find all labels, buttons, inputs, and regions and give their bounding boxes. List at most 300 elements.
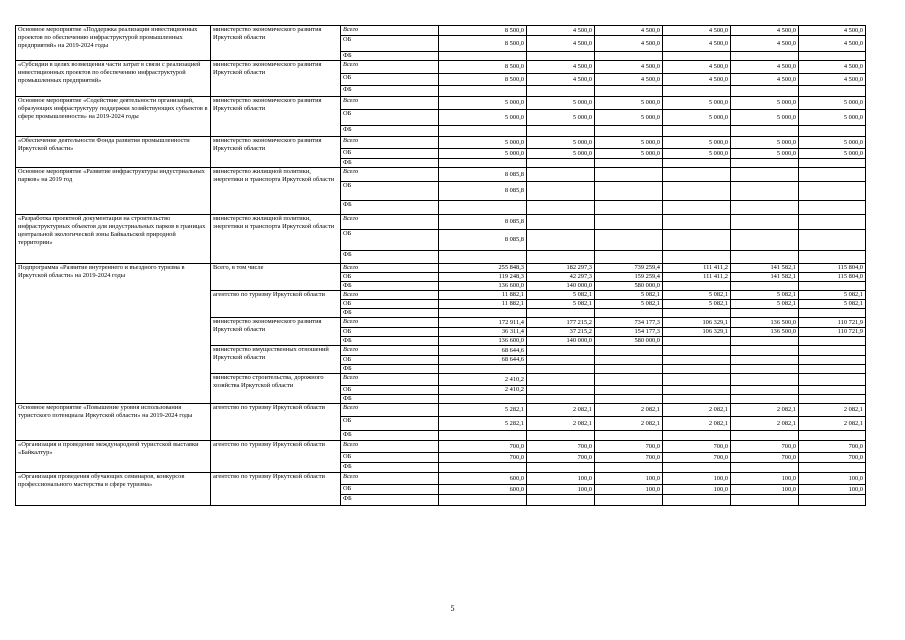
amount-cell: 4 500,0	[731, 36, 799, 52]
amount-cell: 700,0	[663, 441, 731, 453]
amount-cell	[731, 463, 799, 473]
amount-cell: 100,0	[595, 473, 663, 485]
funding-source: ФБ	[341, 159, 439, 168]
amount-cell: 4 500,0	[663, 26, 731, 36]
amount-cell: 110 721,9	[799, 318, 866, 328]
amount-cell	[527, 309, 595, 318]
amount-cell: 2 082,1	[731, 417, 799, 431]
amount-cell: 111 411,2	[663, 273, 731, 282]
amount-cell	[799, 374, 866, 386]
funding-source: Всего	[341, 291, 439, 300]
amount-cell	[731, 159, 799, 168]
amount-cell: 159 259,4	[595, 273, 663, 282]
funding-source: ОБ	[341, 300, 439, 309]
amount-cell	[731, 495, 799, 506]
amount-cell: 2 082,1	[527, 417, 595, 431]
amount-cell: 4 500,0	[527, 74, 595, 86]
amount-cell	[527, 126, 595, 137]
amount-cell	[595, 215, 663, 230]
amount-cell	[595, 395, 663, 404]
executor: агентство по туризму Иркутской области	[211, 291, 341, 318]
amount-cell: 4 500,0	[731, 61, 799, 74]
amount-cell: 119 248,3	[439, 273, 527, 282]
funding-source: ФБ	[341, 282, 439, 291]
amount-cell: 5 082,1	[527, 291, 595, 300]
amount-cell	[527, 386, 595, 395]
amount-cell: 4 500,0	[663, 74, 731, 86]
amount-cell: 700,0	[595, 453, 663, 463]
amount-cell: 100,0	[799, 485, 866, 495]
measure-name: «Организация и проведение международной туристской выставки «Байкалтур»	[16, 441, 211, 473]
table-row	[16, 61, 866, 74]
amount-cell: 5 000,0	[527, 110, 595, 126]
amount-cell: 5 082,1	[799, 300, 866, 309]
funding-source: Всего	[341, 346, 439, 356]
amount-cell: 700,0	[439, 453, 527, 463]
amount-cell	[663, 215, 731, 230]
amount-cell	[595, 431, 663, 441]
amount-cell: 8 500,0	[439, 26, 527, 36]
amount-cell	[439, 309, 527, 318]
amount-cell: 5 082,1	[663, 300, 731, 309]
amount-cell	[527, 495, 595, 506]
amount-cell: 580 000,0	[595, 282, 663, 291]
amount-cell	[527, 365, 595, 374]
amount-cell: 600,0	[439, 473, 527, 485]
amount-cell	[439, 126, 527, 137]
amount-cell	[799, 346, 866, 356]
funding-source: ОБ	[341, 453, 439, 463]
amount-cell: 182 297,3	[527, 264, 595, 273]
amount-cell	[731, 230, 799, 251]
measure-name: Подпрограмма «Развитие внутреннего и въездного туризма в Иркутской области» на 2019-2024 годы	[16, 264, 211, 404]
measure-name: Основное мероприятие «Содействие деятельности организаций, образующих инфраструктуру поддержки хозяйствующих субъектов в сфере промышленности» на 2019-2024 годы	[16, 97, 211, 137]
amount-cell: 140 000,0	[527, 282, 595, 291]
amount-cell: 115 804,0	[799, 264, 866, 273]
funding-source: ФБ	[341, 309, 439, 318]
amount-cell	[439, 159, 527, 168]
amount-cell: 2 082,1	[595, 417, 663, 431]
amount-cell: 2 410,2	[439, 374, 527, 386]
amount-cell: 700,0	[731, 453, 799, 463]
executor: министерство жилищной политики, энергетики и транспорта Иркутской области	[211, 215, 341, 264]
executor: министерство экономического развития Иркутской области	[211, 318, 341, 346]
amount-cell: 11 882,1	[439, 300, 527, 309]
executor: Всего, в том числе	[211, 264, 341, 291]
amount-cell	[663, 395, 731, 404]
table-body	[16, 26, 866, 506]
measure-name: Основное мероприятие «Развитие инфраструктуры индустриальных парков» на 2019 год	[16, 168, 211, 215]
amount-cell	[663, 126, 731, 137]
amount-cell	[799, 365, 866, 374]
amount-cell: 4 500,0	[663, 36, 731, 52]
amount-cell	[731, 168, 799, 182]
amount-cell: 5 000,0	[439, 137, 527, 149]
amount-cell	[595, 346, 663, 356]
amount-cell	[527, 182, 595, 201]
amount-cell: 4 500,0	[663, 61, 731, 74]
amount-cell: 141 582,1	[731, 273, 799, 282]
executor: агентство по туризму Иркутской области	[211, 404, 341, 441]
amount-cell: 2 082,1	[595, 404, 663, 417]
amount-cell	[595, 356, 663, 365]
amount-cell: 5 282,1	[439, 404, 527, 417]
amount-cell	[595, 386, 663, 395]
amount-cell	[527, 251, 595, 264]
amount-cell	[731, 126, 799, 137]
funding-source: ФБ	[341, 337, 439, 346]
amount-cell	[731, 386, 799, 395]
executor: министерство экономического развития Иркутской области	[211, 137, 341, 168]
amount-cell	[663, 282, 731, 291]
amount-cell: 4 500,0	[527, 61, 595, 74]
amount-cell: 700,0	[527, 441, 595, 453]
amount-cell	[799, 201, 866, 215]
amount-cell: 5 000,0	[439, 149, 527, 159]
amount-cell: 100,0	[663, 485, 731, 495]
amount-cell: 5 000,0	[595, 110, 663, 126]
amount-cell	[799, 126, 866, 137]
funding-source: Всего	[341, 264, 439, 273]
amount-cell: 2 082,1	[527, 404, 595, 417]
amount-cell: 700,0	[595, 441, 663, 453]
funding-source: Всего	[341, 404, 439, 417]
amount-cell	[799, 159, 866, 168]
amount-cell: 2 410,2	[439, 386, 527, 395]
executor: министерство экономического развития Иркутской области	[211, 26, 341, 61]
amount-cell	[799, 309, 866, 318]
amount-cell	[439, 365, 527, 374]
executor: министерство жилищной политики, энергетики и транспорта Иркутской области	[211, 168, 341, 215]
amount-cell	[799, 168, 866, 182]
amount-cell: 100,0	[731, 485, 799, 495]
amount-cell: 700,0	[527, 453, 595, 463]
amount-cell: 5 000,0	[799, 137, 866, 149]
table-row	[16, 215, 866, 230]
funding-source: Всего	[341, 473, 439, 485]
amount-cell	[663, 182, 731, 201]
amount-cell: 700,0	[439, 441, 527, 453]
amount-cell: 4 500,0	[595, 36, 663, 52]
amount-cell	[799, 215, 866, 230]
amount-cell: 106 329,1	[663, 328, 731, 337]
amount-cell	[731, 52, 799, 61]
measure-name: Основное мероприятие «Поддержка реализации инвестиционных проектов по обеспечению инфраструктурой промышленных предприятий» на 2019-2024 годы	[16, 26, 211, 61]
amount-cell: 140 000,0	[527, 337, 595, 346]
amount-cell	[595, 309, 663, 318]
amount-cell: 5 082,1	[595, 300, 663, 309]
amount-cell	[663, 346, 731, 356]
amount-cell	[527, 201, 595, 215]
amount-cell	[799, 282, 866, 291]
amount-cell: 5 000,0	[439, 110, 527, 126]
amount-cell: 136 600,0	[439, 282, 527, 291]
amount-cell: 700,0	[731, 441, 799, 453]
amount-cell	[799, 251, 866, 264]
amount-cell: 68 644,6	[439, 346, 527, 356]
funding-source: Всего	[341, 441, 439, 453]
amount-cell: 5 000,0	[595, 149, 663, 159]
amount-cell: 111 411,2	[663, 264, 731, 273]
amount-cell	[527, 374, 595, 386]
amount-cell: 8 500,0	[439, 61, 527, 74]
funding-source: ОБ	[341, 149, 439, 159]
amount-cell	[731, 337, 799, 346]
amount-cell: 4 500,0	[799, 36, 866, 52]
amount-cell: 580 000,0	[595, 337, 663, 346]
amount-cell	[439, 463, 527, 473]
amount-cell: 700,0	[663, 453, 731, 463]
funding-source: Всего	[341, 168, 439, 182]
amount-cell	[663, 52, 731, 61]
amount-cell	[663, 201, 731, 215]
amount-cell: 5 000,0	[663, 110, 731, 126]
funding-source: ФБ	[341, 463, 439, 473]
amount-cell	[595, 168, 663, 182]
amount-cell: 739 259,4	[595, 264, 663, 273]
amount-cell	[527, 52, 595, 61]
measure-name: «Организация проведения обучающих семинаров, конкурсов профессионального мастерства в сфере туризма»	[16, 473, 211, 506]
amount-cell	[439, 52, 527, 61]
funding-source: ФБ	[341, 201, 439, 215]
table-row	[16, 441, 866, 453]
amount-cell	[663, 251, 731, 264]
amount-cell: 136 600,0	[439, 337, 527, 346]
amount-cell: 136 500,0	[731, 318, 799, 328]
amount-cell	[663, 495, 731, 506]
amount-cell: 100,0	[799, 473, 866, 485]
amount-cell: 600,0	[439, 485, 527, 495]
amount-cell: 734 177,3	[595, 318, 663, 328]
amount-cell: 100,0	[663, 473, 731, 485]
amount-cell	[663, 309, 731, 318]
amount-cell	[595, 374, 663, 386]
amount-cell: 8 500,0	[439, 74, 527, 86]
amount-cell: 5 000,0	[595, 97, 663, 110]
amount-cell: 8 085,8	[439, 182, 527, 201]
amount-cell: 5 282,1	[439, 417, 527, 431]
amount-cell	[439, 86, 527, 97]
amount-cell: 136 500,0	[731, 328, 799, 337]
amount-cell	[731, 365, 799, 374]
amount-cell: 5 000,0	[799, 110, 866, 126]
amount-cell	[731, 215, 799, 230]
amount-cell: 2 082,1	[799, 404, 866, 417]
amount-cell	[439, 395, 527, 404]
table-row	[16, 97, 866, 110]
amount-cell	[595, 201, 663, 215]
amount-cell: 5 000,0	[663, 149, 731, 159]
amount-cell	[527, 168, 595, 182]
amount-cell: 11 882,1	[439, 291, 527, 300]
amount-cell	[663, 168, 731, 182]
amount-cell: 8 085,8	[439, 215, 527, 230]
amount-cell: 106 329,1	[663, 318, 731, 328]
funding-source: Всего	[341, 26, 439, 36]
amount-cell: 4 500,0	[595, 61, 663, 74]
amount-cell: 5 000,0	[799, 149, 866, 159]
amount-cell	[439, 201, 527, 215]
table-row	[16, 26, 866, 36]
amount-cell	[595, 230, 663, 251]
amount-cell	[799, 395, 866, 404]
table-row	[16, 473, 866, 485]
amount-cell: 110 721,9	[799, 328, 866, 337]
amount-cell: 37 215,2	[527, 328, 595, 337]
amount-cell	[595, 463, 663, 473]
amount-cell	[527, 230, 595, 251]
executor: министерство экономического развития Иркутской области	[211, 61, 341, 97]
amount-cell: 4 500,0	[731, 74, 799, 86]
amount-cell	[731, 201, 799, 215]
funding-source: ОБ	[341, 328, 439, 337]
amount-cell	[663, 356, 731, 365]
amount-cell	[731, 431, 799, 441]
amount-cell: 5 000,0	[527, 97, 595, 110]
amount-cell: 2 082,1	[731, 404, 799, 417]
table-row	[16, 168, 866, 182]
amount-cell	[439, 251, 527, 264]
amount-cell: 5 000,0	[731, 137, 799, 149]
amount-cell	[663, 431, 731, 441]
funding-source: ФБ	[341, 52, 439, 61]
measure-name: «Обеспечение деятельности Фонда развития промышленности Иркутской области»	[16, 137, 211, 168]
amount-cell	[799, 431, 866, 441]
amount-cell: 4 500,0	[799, 61, 866, 74]
amount-cell: 5 000,0	[799, 97, 866, 110]
amount-cell: 4 500,0	[527, 36, 595, 52]
funding-source: Всего	[341, 318, 439, 328]
amount-cell	[527, 356, 595, 365]
amount-cell: 115 804,0	[799, 273, 866, 282]
amount-cell: 700,0	[799, 441, 866, 453]
budget-table	[15, 25, 866, 506]
amount-cell	[663, 159, 731, 168]
funding-source: ФБ	[341, 395, 439, 404]
amount-cell: 154 177,3	[595, 328, 663, 337]
amount-cell: 2 082,1	[799, 417, 866, 431]
amount-cell: 5 000,0	[731, 97, 799, 110]
amount-cell: 5 000,0	[731, 110, 799, 126]
amount-cell: 5 082,1	[663, 291, 731, 300]
amount-cell: 2 082,1	[663, 417, 731, 431]
amount-cell	[595, 495, 663, 506]
amount-cell: 4 500,0	[595, 26, 663, 36]
amount-cell	[799, 495, 866, 506]
funding-source: ОБ	[341, 356, 439, 365]
amount-cell: 68 644,6	[439, 356, 527, 365]
funding-source: Всего	[341, 215, 439, 230]
amount-cell	[663, 230, 731, 251]
funding-source: ФБ	[341, 431, 439, 441]
executor: министерство экономического развития Иркутской области	[211, 97, 341, 137]
amount-cell	[527, 395, 595, 404]
table-row	[16, 137, 866, 149]
amount-cell: 4 500,0	[595, 74, 663, 86]
amount-cell: 8 500,0	[439, 36, 527, 52]
funding-source: ОБ	[341, 182, 439, 201]
amount-cell: 8 085,8	[439, 168, 527, 182]
amount-cell: 5 082,1	[527, 300, 595, 309]
amount-cell	[663, 337, 731, 346]
amount-cell: 5 000,0	[439, 97, 527, 110]
amount-cell	[799, 230, 866, 251]
amount-cell: 141 582,1	[731, 264, 799, 273]
amount-cell: 4 500,0	[799, 26, 866, 36]
funding-source: ФБ	[341, 365, 439, 374]
amount-cell: 100,0	[527, 485, 595, 495]
amount-cell	[663, 386, 731, 395]
amount-cell	[439, 495, 527, 506]
amount-cell: 4 500,0	[799, 74, 866, 86]
measure-name: «Разработка проектной документации на строительство инфраструктурных объектов для индустриальных парков в границах центральной экологической зоны Байкальской природной территории»	[16, 215, 211, 264]
funding-source: ОБ	[341, 417, 439, 431]
amount-cell: 5 000,0	[595, 137, 663, 149]
funding-source: ОБ	[341, 386, 439, 395]
amount-cell	[799, 52, 866, 61]
funding-source: Всего	[341, 137, 439, 149]
executor: агентство по туризму Иркутской области	[211, 473, 341, 506]
amount-cell: 100,0	[731, 473, 799, 485]
amount-cell	[731, 282, 799, 291]
amount-cell	[527, 463, 595, 473]
amount-cell	[731, 395, 799, 404]
amount-cell	[527, 159, 595, 168]
amount-cell	[595, 86, 663, 97]
amount-cell	[663, 365, 731, 374]
amount-cell: 36 311,4	[439, 328, 527, 337]
amount-cell	[731, 374, 799, 386]
executor: министерство имущественных отношений Иркутской области	[211, 346, 341, 374]
funding-source: Всего	[341, 374, 439, 386]
amount-cell	[595, 159, 663, 168]
amount-cell	[731, 86, 799, 97]
amount-cell: 5 082,1	[595, 291, 663, 300]
amount-cell	[595, 365, 663, 374]
table-row	[16, 264, 866, 273]
funding-source: ФБ	[341, 251, 439, 264]
amount-cell	[439, 431, 527, 441]
measure-name: «Субсидии в целях возмещения части затрат в связи с реализацией инвестиционных проектов по обеспечению инфраструктурой промышленных предприятий»	[16, 61, 211, 97]
amount-cell: 5 000,0	[731, 149, 799, 159]
executor: министерство строительства, дорожного хозяйства Иркутской области	[211, 374, 341, 404]
amount-cell	[527, 431, 595, 441]
amount-cell	[731, 182, 799, 201]
amount-cell: 177 215,2	[527, 318, 595, 328]
funding-source: ФБ	[341, 495, 439, 506]
amount-cell: 2 082,1	[663, 404, 731, 417]
amount-cell	[799, 337, 866, 346]
amount-cell	[799, 386, 866, 395]
amount-cell: 5 082,1	[731, 300, 799, 309]
funding-source: ОБ	[341, 110, 439, 126]
amount-cell: 5 000,0	[663, 137, 731, 149]
amount-cell	[663, 374, 731, 386]
amount-cell: 700,0	[799, 453, 866, 463]
amount-cell	[663, 463, 731, 473]
funding-source: ОБ	[341, 273, 439, 282]
amount-cell	[595, 52, 663, 61]
funding-source: Всего	[341, 61, 439, 74]
amount-cell	[527, 215, 595, 230]
executor: агентство по туризму Иркутской области	[211, 441, 341, 473]
amount-cell	[799, 356, 866, 365]
amount-cell: 5 000,0	[527, 149, 595, 159]
amount-cell	[799, 463, 866, 473]
amount-cell: 42 297,3	[527, 273, 595, 282]
amount-cell: 5 082,1	[799, 291, 866, 300]
amount-cell	[595, 126, 663, 137]
